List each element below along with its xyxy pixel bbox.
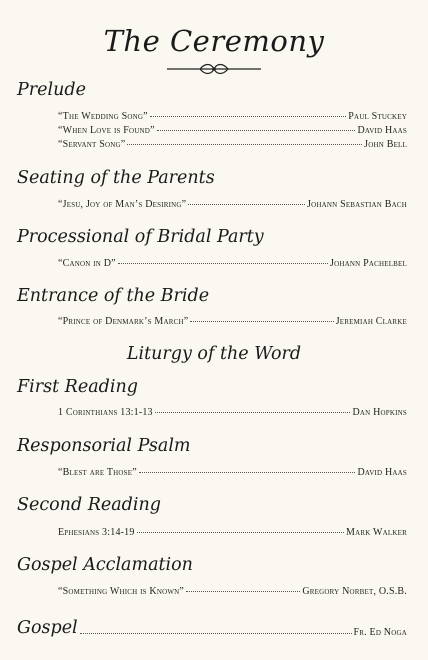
program-row xyxy=(58,586,407,600)
program-row xyxy=(58,111,407,125)
reading-citation: Ephesians 3:14-19 xyxy=(58,527,135,538)
piece-title: “Servant Song” xyxy=(58,139,126,150)
performer-name: Gregory Norbet, O.S.B. xyxy=(302,586,407,597)
dot-leader xyxy=(80,632,352,634)
dot-leader xyxy=(139,471,356,473)
heading-entrance-of-bride: Entrance of the Bride xyxy=(17,286,210,306)
heading-responsorial-psalm: Responsorial Psalm xyxy=(17,436,191,456)
performer-name: Fr. Ed Noga xyxy=(353,627,407,638)
dot-leader xyxy=(186,590,300,592)
program-row-gospel xyxy=(17,616,407,638)
performer-name: Johann Sebastian Bach xyxy=(307,199,407,210)
program-row xyxy=(58,467,407,481)
dot-leader xyxy=(190,320,333,322)
program-row xyxy=(58,199,407,213)
piece-title: “Canon in D” xyxy=(58,258,116,269)
performer-name: Dan Hopkins xyxy=(352,407,407,418)
program-row xyxy=(58,527,407,541)
heading-prelude: Prelude xyxy=(17,80,86,100)
heading-gospel-acclamation: Gospel Acclamation xyxy=(17,555,193,575)
performer-name: David Haas xyxy=(357,125,407,136)
flourish-ornament-icon xyxy=(165,63,263,75)
piece-title: “Something Which is Known” xyxy=(58,586,185,597)
performer-name: Jeremiah Clarke xyxy=(335,316,407,327)
program-row xyxy=(58,407,407,421)
program-row xyxy=(58,258,407,272)
dot-leader xyxy=(127,143,362,145)
performer-name: Johann Pachelbel xyxy=(330,258,407,269)
reading-citation: 1 Corinthians 13:1-13 xyxy=(58,407,153,418)
dot-leader xyxy=(155,411,351,413)
heading-seating-of-parents: Seating of the Parents xyxy=(17,168,215,188)
piece-title: “Blest are Those” xyxy=(58,467,137,478)
piece-title: “When Love is Found” xyxy=(58,125,155,136)
heading-gospel: Gospel xyxy=(17,618,78,638)
performer-name: John Bell xyxy=(364,139,407,150)
dot-leader xyxy=(118,262,328,264)
performer-name: Paul Stuckey xyxy=(348,111,407,122)
piece-title: “Prince of Denmark’s March” xyxy=(58,316,189,327)
page-title: The Ceremony xyxy=(103,24,325,58)
program-row xyxy=(58,125,407,139)
piece-title: “Jesu, Joy of Man’s Desiring” xyxy=(58,199,187,210)
performer-name: David Haas xyxy=(357,467,407,478)
heading-processional: Processional of Bridal Party xyxy=(17,227,264,247)
program-row xyxy=(58,139,407,153)
heading-second-reading: Second Reading xyxy=(17,495,161,515)
heading-first-reading: First Reading xyxy=(17,377,138,397)
heading-liturgy-of-word: Liturgy of the Word xyxy=(126,344,302,364)
dot-leader xyxy=(150,115,346,117)
piece-title: “The Wedding Song” xyxy=(58,111,148,122)
dot-leader xyxy=(157,129,356,131)
performer-name: Mark Walker xyxy=(346,527,407,538)
program-row xyxy=(58,316,407,330)
dot-leader xyxy=(137,531,344,533)
dot-leader xyxy=(188,203,305,205)
